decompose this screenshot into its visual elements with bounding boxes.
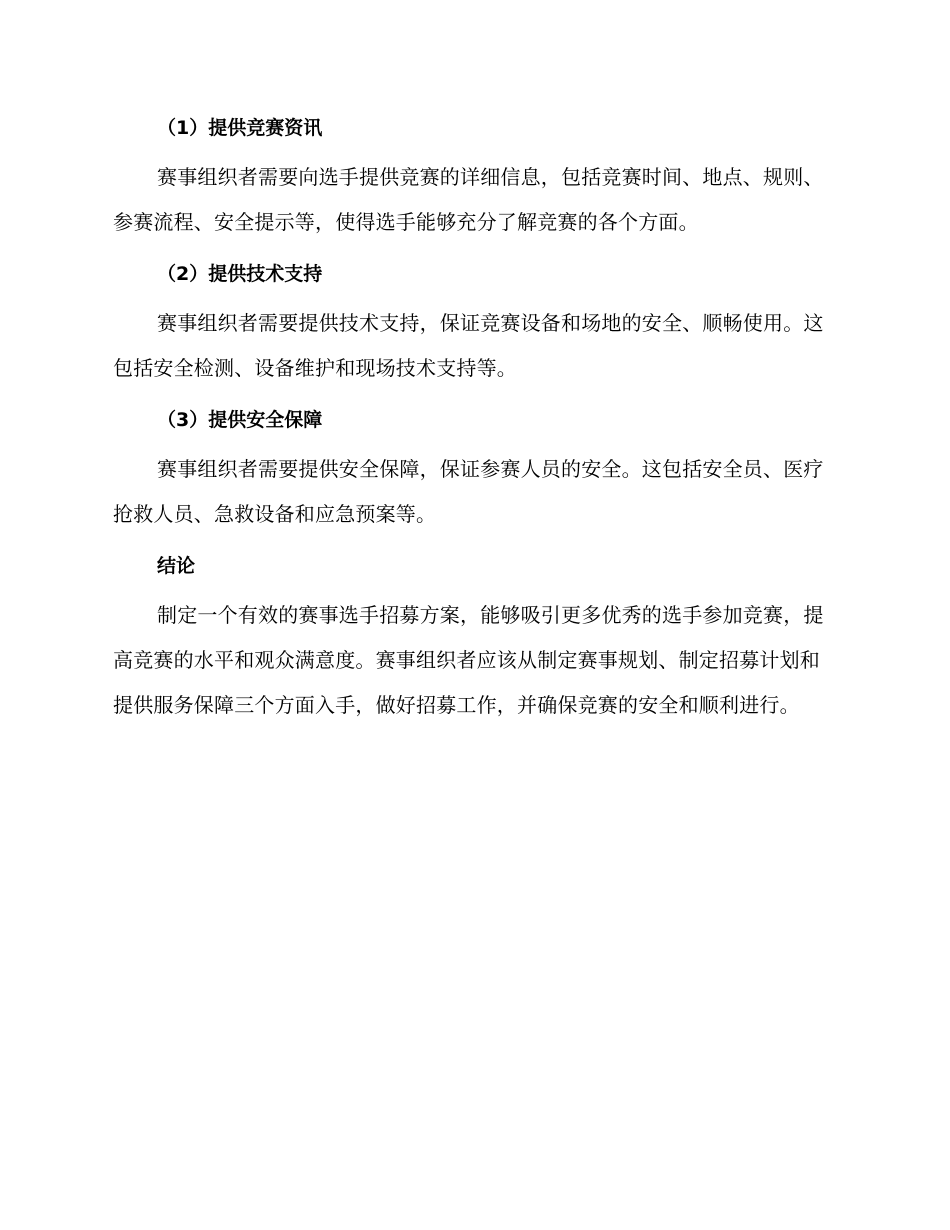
section-paragraph-tech-support: 赛事组织者需要提供技术支持，保证竞赛设备和场地的安全、顺畅使用。这包括安全检测、设备维护和现场技术支持等。 <box>113 311 824 380</box>
section-heading-tech-support: （2）提供技术支持 <box>157 263 323 285</box>
section-heading-info: （1）提供竞赛资讯 <box>157 117 323 139</box>
document-body <box>113 113 831 728</box>
section-paragraph-info: 赛事组织者需要向选手提供竞赛的详细信息，包括竞赛时间、地点、规则、参赛流程、安全提示等，使得选手能够充分了解竞赛的各个方面。 <box>113 165 824 234</box>
section-paragraph-safety: 赛事组织者需要提供安全保障，保证参赛人员的安全。这包括安全员、医疗抢救人员、急救设备和应急预案等。 <box>113 457 824 526</box>
section-heading-safety: （3）提供安全保障 <box>157 409 323 431</box>
section-paragraph-conclusion: 制定一个有效的赛事选手招募方案，能够吸引更多优秀的选手参加竞赛，提高竞赛的水平和观众满意度。赛事组织者应该从制定赛事规划、制定招募计划和提供服务保障三个方面入手，做好招募工作，并确保竞赛的安全和顺利进行。 <box>113 603 824 717</box>
section-heading-conclusion: 结论 <box>157 555 196 577</box>
